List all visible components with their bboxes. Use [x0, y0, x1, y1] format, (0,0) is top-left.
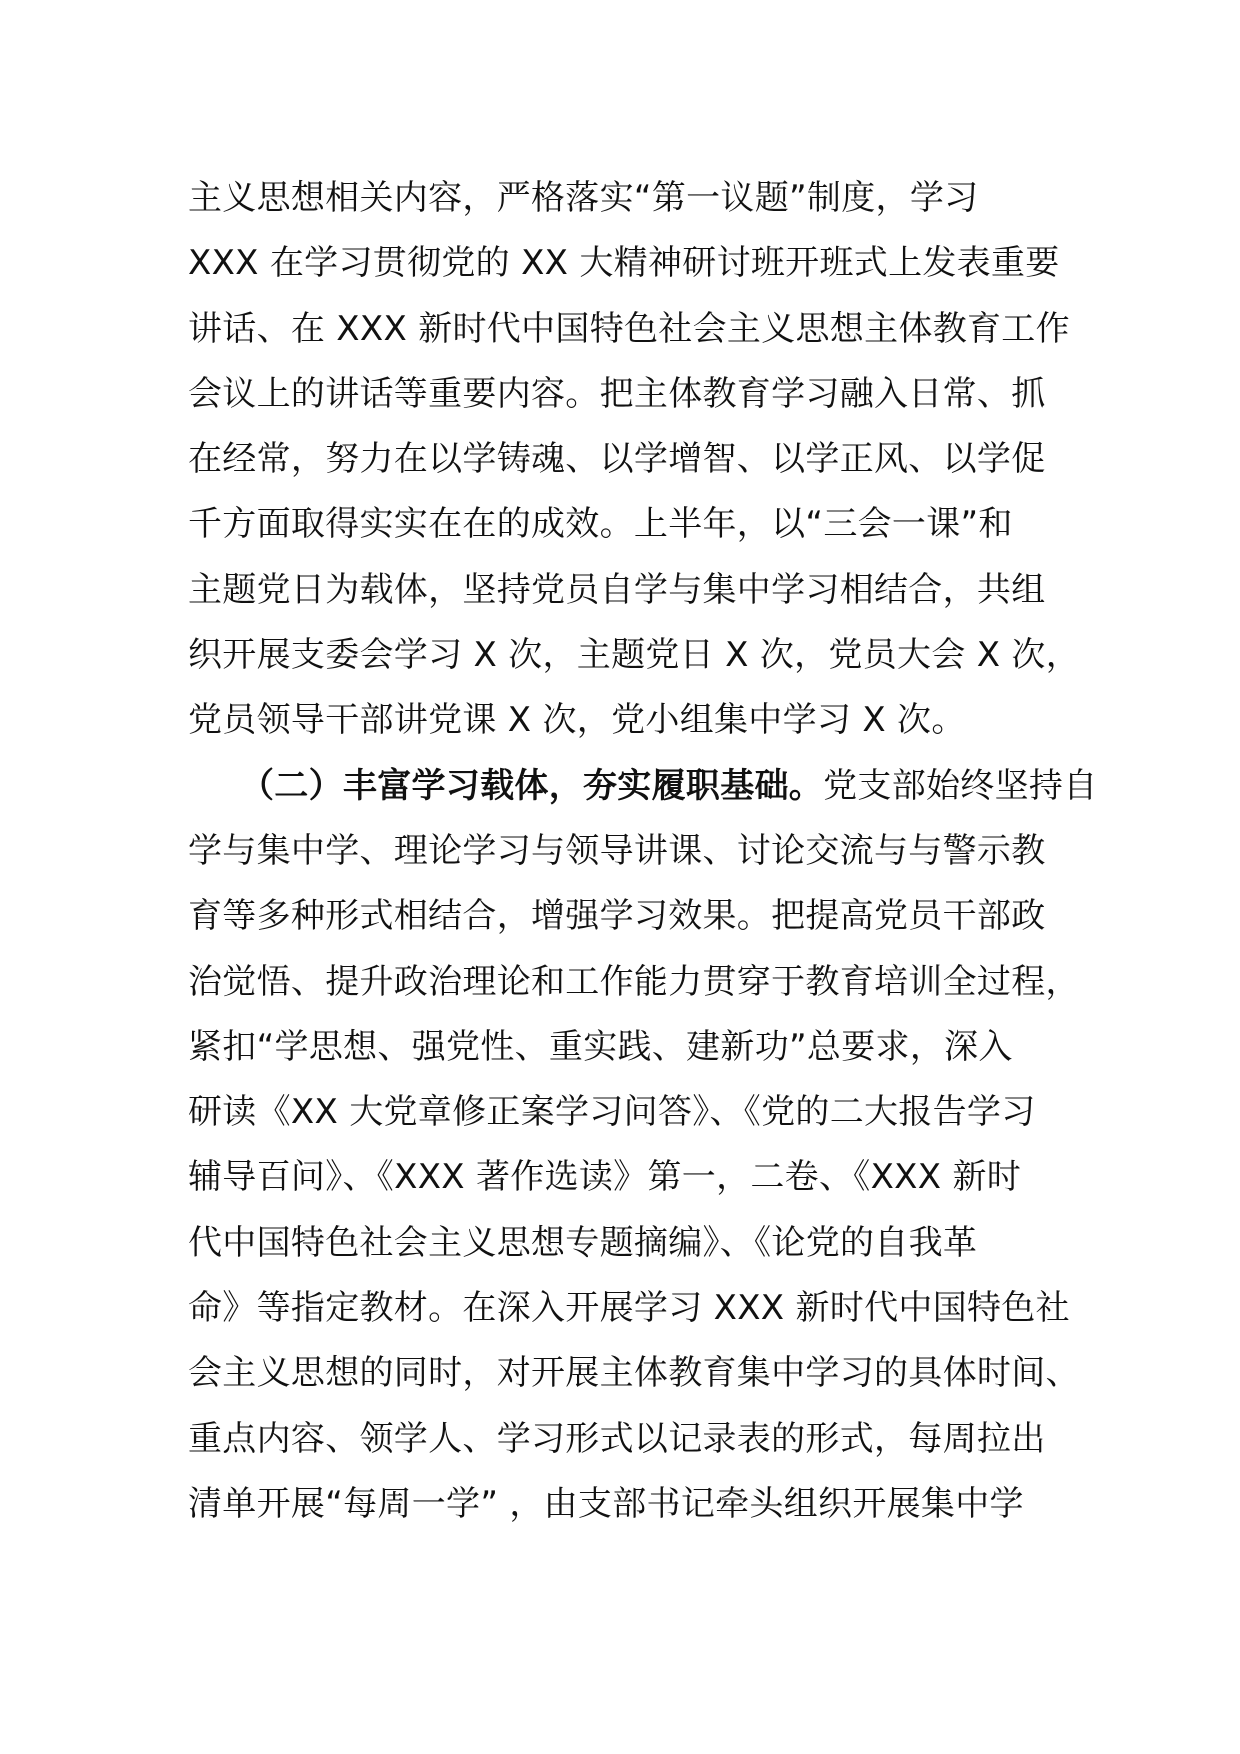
text-line: 重点内容、领学人、学习形式以记录表的形式，每周拉出 — [188, 1418, 1046, 1459]
section-2-first-text: 党支部始终坚持自 — [823, 765, 1098, 806]
text-line: 治觉悟、提升政治理论和工作能力贯穿于教育培训全过程， — [188, 961, 1080, 1002]
text-line: 育等多种形式相结合，增强学习效果。把提高党员干部政 — [188, 896, 1046, 937]
text-line: 会议上的讲话等重要内容。把主体教育学习融入日常、抓 — [188, 373, 1046, 414]
body-text — [188, 166, 1098, 1537]
section-2-first-line — [188, 754, 1098, 819]
text-line: XXX 在学习贯彻党的 XX 大精神研讨班开班式上发表重要 — [188, 243, 1060, 284]
text-line: 主义思想相关内容，严格落实“第一议题”制度，学习 — [188, 178, 979, 218]
text-line: 学与集中学、理论学习与领导讲课、讨论交流与与警示教 — [188, 830, 1046, 871]
section-heading: （二）丰富学习载体，夯实履职基础。 — [240, 765, 824, 806]
text-line: 在经常，努力在以学铸魂、以学增智、以学正风、以学促 — [188, 439, 1046, 480]
text-line: 会主义思想的同时，对开展主体教育集中学习的具体时间、 — [188, 1353, 1080, 1394]
text-line: 辅导百问》、《XXX 著作选读》第一，二卷、《XXX 新时 — [188, 1157, 1022, 1198]
text-line: 紧扣“学思想、强党性、重实践、建新功”总要求，深入 — [188, 1026, 1013, 1067]
text-line: 织开展支委会学习 X 次，主题党日 X 次，党员大会 X 次， — [188, 635, 1081, 676]
text-line: 代中国特色社会主义思想专题摘编》、《论党的自我革 — [188, 1222, 978, 1263]
text-line: 讲话、在 XXX 新时代中国特色社会主义思想主体教育工作 — [188, 308, 1070, 349]
text-line: 研读《XX 大党章修正案学习问答》、《党的二大报告学习 — [188, 1092, 1036, 1133]
text-line: 清单开展“每周一学” ，由支部书记牵头组织开展集中学 — [188, 1483, 1024, 1524]
text-line: 千方面取得实实在在的成效。上半年，以“三会一课”和 — [188, 504, 1013, 545]
text-line: 命》等指定教材。在深入开展学习 XXX 新时代中国特色社 — [188, 1288, 1070, 1329]
text-line: 主题党日为载体，坚持党员自学与集中学习相结合，共组 — [188, 569, 1046, 610]
text-line: 党员领导干部讲党课 X 次，党小组集中学习 X 次。 — [188, 700, 966, 741]
